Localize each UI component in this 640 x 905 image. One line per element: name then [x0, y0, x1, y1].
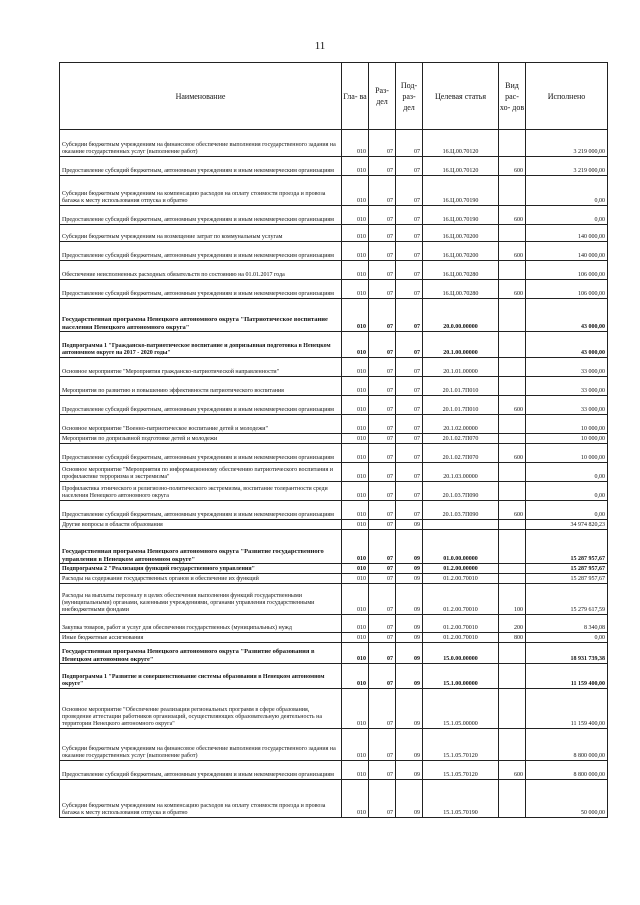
row-name: Субсидии бюджетным учреждениям на компенсацию расходов на оплату стоимости проезда и провоза багажа к месту использования отпуска и обратно: [60, 176, 342, 206]
table-row: [60, 280, 608, 299]
row-chapter: 010: [342, 242, 369, 261]
row-chapter: 010: [342, 501, 369, 520]
row-executed: 0,00: [526, 482, 608, 501]
row-target-article: 16.Ц.00.70200: [423, 242, 499, 261]
row-expense-type: 600: [499, 242, 526, 261]
row-expense-type: [499, 520, 526, 530]
row-chapter: 010: [342, 615, 369, 633]
row-expense-type: [499, 729, 526, 761]
row-target-article: 15.0.00.00000: [423, 643, 499, 664]
row-target-article: 20.1.03.00000: [423, 463, 499, 482]
header-subsection: Под- раз- дел: [396, 63, 423, 130]
row-executed: 3 219 000,00: [526, 130, 608, 157]
row-executed: 11 159 400,00: [526, 689, 608, 729]
row-name: Мероприятия по развитию и повышению эффективности патриотического воспитания: [60, 377, 342, 396]
row-subsection: 07: [396, 280, 423, 299]
row-executed: 10 000,00: [526, 434, 608, 444]
row-subsection: 07: [396, 299, 423, 332]
row-section: 07: [369, 299, 396, 332]
row-section: 07: [369, 242, 396, 261]
row-name: Предоставление субсидий бюджетным, автономным учреждениям и иным некоммерческим организациям: [60, 501, 342, 520]
row-section: 07: [369, 463, 396, 482]
row-subsection: 09: [396, 615, 423, 633]
row-target-article: 20.1.02.00000: [423, 415, 499, 434]
row-executed: 33 000,00: [526, 358, 608, 377]
row-expense-type: [499, 482, 526, 501]
row-subsection: 09: [396, 520, 423, 530]
row-expense-type: [499, 643, 526, 664]
row-section: 07: [369, 615, 396, 633]
row-subsection: 09: [396, 530, 423, 564]
row-section: 07: [369, 643, 396, 664]
row-target-article: 20.1.02.7П070: [423, 434, 499, 444]
row-section: 07: [369, 206, 396, 225]
row-chapter: 010: [342, 332, 369, 358]
row-chapter: 010: [342, 130, 369, 157]
row-subsection: 09: [396, 574, 423, 584]
row-name: Другие вопросы в области образования: [60, 520, 342, 530]
row-name: Расходы на выплаты персоналу в целях обеспечения выполнения функций государственными (муниципальными) органами, казенными учреждениями, органами управления государственными внебюджетными фондами: [60, 584, 342, 615]
row-expense-type: [499, 332, 526, 358]
row-target-article: [423, 520, 499, 530]
row-expense-type: 600: [499, 396, 526, 415]
row-subsection: 09: [396, 633, 423, 643]
table-row: [60, 242, 608, 261]
row-expense-type: [499, 261, 526, 280]
row-expense-type: [499, 130, 526, 157]
row-name: Субсидии бюджетным учреждениям на компенсацию расходов на оплату стоимости проезда и провоза багажа к месту использования отпуска и обратно: [60, 780, 342, 818]
row-expense-type: [499, 564, 526, 574]
row-executed: 0,00: [526, 501, 608, 520]
row-name: Подпрограмма 1 "Развитие и совершенствование системы образования в Ненецком автономном округе": [60, 664, 342, 689]
row-executed: 33 000,00: [526, 377, 608, 396]
row-executed: 140 000,00: [526, 242, 608, 261]
row-subsection: 07: [396, 463, 423, 482]
row-target-article: 01.2.00.70010: [423, 584, 499, 615]
budget-table: [59, 62, 608, 818]
table-row: [60, 633, 608, 643]
row-name: Расходы на содержание государственных органов и обеспечение их функций: [60, 574, 342, 584]
row-expense-type: 600: [499, 444, 526, 463]
row-executed: 106 000,00: [526, 261, 608, 280]
row-subsection: 09: [396, 689, 423, 729]
row-executed: 8 800 000,00: [526, 761, 608, 780]
row-section: 07: [369, 530, 396, 564]
table-row: [60, 463, 608, 482]
row-subsection: 07: [396, 157, 423, 176]
page-number: 11: [314, 40, 326, 52]
row-section: 07: [369, 574, 396, 584]
row-target-article: 20.1.00.00000: [423, 332, 499, 358]
row-subsection: 07: [396, 225, 423, 242]
row-section: 07: [369, 444, 396, 463]
row-name: Закупка товаров, работ и услуг для обеспечения государственных (муниципальных) нужд: [60, 615, 342, 633]
row-executed: 18 931 739,38: [526, 643, 608, 664]
row-name: Основное мероприятие "Мероприятия гражданско-патриотической направленности": [60, 358, 342, 377]
row-target-article: 15.1.00.00000: [423, 664, 499, 689]
row-executed: 43 000,00: [526, 299, 608, 332]
row-chapter: 010: [342, 377, 369, 396]
row-subsection: 09: [396, 564, 423, 574]
row-expense-type: 600: [499, 157, 526, 176]
row-expense-type: [499, 434, 526, 444]
row-executed: 0,00: [526, 176, 608, 206]
row-subsection: 07: [396, 501, 423, 520]
table-row: [60, 761, 608, 780]
row-chapter: 010: [342, 434, 369, 444]
row-expense-type: 100: [499, 584, 526, 615]
row-target-article: 16.Ц.00.70120: [423, 157, 499, 176]
row-section: 07: [369, 761, 396, 780]
row-executed: 15 287 957,67: [526, 564, 608, 574]
row-chapter: 010: [342, 520, 369, 530]
row-subsection: 09: [396, 729, 423, 761]
table-row: [60, 434, 608, 444]
row-expense-type: 600: [499, 761, 526, 780]
row-executed: 10 000,00: [526, 444, 608, 463]
row-chapter: 010: [342, 396, 369, 415]
table-row: [60, 261, 608, 280]
row-section: 07: [369, 280, 396, 299]
row-name: Предоставление субсидий бюджетным, автономным учреждениям и иным некоммерческим организациям: [60, 242, 342, 261]
row-executed: 10 000,00: [526, 415, 608, 434]
row-subsection: 07: [396, 358, 423, 377]
row-subsection: 07: [396, 482, 423, 501]
table-row: [60, 780, 608, 818]
row-section: 07: [369, 664, 396, 689]
row-executed: 140 000,00: [526, 225, 608, 242]
row-chapter: 010: [342, 564, 369, 574]
row-section: 07: [369, 501, 396, 520]
row-subsection: 09: [396, 643, 423, 664]
table-row: [60, 332, 608, 358]
table-row: [60, 520, 608, 530]
row-target-article: 15.1.05.70120: [423, 729, 499, 761]
row-executed: 0,00: [526, 206, 608, 225]
header-name: Наименование: [60, 63, 342, 130]
row-subsection: 09: [396, 780, 423, 818]
row-expense-type: [499, 176, 526, 206]
row-name: Предоставление субсидий бюджетным, автономным учреждениям и иным некоммерческим организациям: [60, 206, 342, 225]
row-section: 07: [369, 520, 396, 530]
row-expense-type: [499, 664, 526, 689]
table-row: [60, 377, 608, 396]
table-row: [60, 501, 608, 520]
row-subsection: 07: [396, 206, 423, 225]
row-target-article: 16.Ц.00.70190: [423, 176, 499, 206]
table-row: [60, 664, 608, 689]
row-name: Предоставление субсидий бюджетным, автономным учреждениям и иным некоммерческим организациям: [60, 444, 342, 463]
row-section: 07: [369, 358, 396, 377]
row-name: Предоставление субсидий бюджетным, автономным учреждениям и иным некоммерческим организациям: [60, 157, 342, 176]
header-expense-type: Вид рас- хо- дов: [499, 63, 526, 130]
row-expense-type: [499, 377, 526, 396]
row-target-article: 16.Ц.00.70190: [423, 206, 499, 225]
row-section: 07: [369, 729, 396, 761]
row-section: 07: [369, 482, 396, 501]
row-section: 07: [369, 332, 396, 358]
row-target-article: 16.Ц.00.70280: [423, 280, 499, 299]
row-executed: 0,00: [526, 633, 608, 643]
row-chapter: 010: [342, 761, 369, 780]
table-row: [60, 396, 608, 415]
row-subsection: 07: [396, 396, 423, 415]
row-section: 07: [369, 261, 396, 280]
row-name: Субсидии бюджетным учреждениям на финансовое обеспечение выполнения государственного задания на оказание государственных услуг (выполнение работ): [60, 130, 342, 157]
table-row: [60, 584, 608, 615]
row-chapter: 010: [342, 157, 369, 176]
table-row: [60, 130, 608, 157]
row-chapter: 010: [342, 463, 369, 482]
header-chapter: Гла- ва: [342, 63, 369, 130]
row-subsection: 07: [396, 377, 423, 396]
row-subsection: 07: [396, 261, 423, 280]
row-section: 07: [369, 176, 396, 206]
table-row: [60, 729, 608, 761]
row-target-article: 15.1.05.00000: [423, 689, 499, 729]
row-chapter: 010: [342, 225, 369, 242]
row-target-article: 01.2.00.70010: [423, 633, 499, 643]
row-subsection: 09: [396, 664, 423, 689]
table-row: [60, 564, 608, 574]
row-chapter: 010: [342, 358, 369, 377]
row-name: Субсидии бюджетным учреждениям на финансовое обеспечение выполнения государственного задания на оказание государственных услуг (выполнение работ): [60, 729, 342, 761]
row-name: Предоставление субсидий бюджетным, автономным учреждениям и иным некоммерческим организациям: [60, 761, 342, 780]
row-expense-type: [499, 225, 526, 242]
table-row: [60, 530, 608, 564]
row-name: Обеспечение неисполненных расходных обязательств по состоянию на 01.01.2017 года: [60, 261, 342, 280]
row-expense-type: 800: [499, 633, 526, 643]
row-executed: 43 000,00: [526, 332, 608, 358]
row-name: Иные бюджетные ассигнования: [60, 633, 342, 643]
table-row: [60, 206, 608, 225]
row-name: Основное мероприятие "Мероприятия по информационному обеспечению патриотического воспитания и профилактике терроризма и экстремизма": [60, 463, 342, 482]
row-chapter: 010: [342, 176, 369, 206]
row-chapter: 010: [342, 280, 369, 299]
row-subsection: 07: [396, 444, 423, 463]
table-row: [60, 157, 608, 176]
row-section: 07: [369, 434, 396, 444]
row-chapter: 010: [342, 643, 369, 664]
header-target-article: Целевая статья: [423, 63, 499, 130]
row-name: Подпрограмма 1 "Гражданско-патриотическое воспитание и допризывная подготовка в Ненецком автономном округе на 2017 - 2020 годы": [60, 332, 342, 358]
row-name: Государственная программа Ненецкого автономного округа "Патриотическое воспитание населения Ненецкого автономного округа": [60, 299, 342, 332]
row-executed: 0,00: [526, 463, 608, 482]
row-executed: 15 287 957,67: [526, 530, 608, 564]
row-executed: 33 000,00: [526, 396, 608, 415]
row-section: 07: [369, 130, 396, 157]
table-row: [60, 444, 608, 463]
table-row: [60, 415, 608, 434]
row-expense-type: [499, 530, 526, 564]
table-row: [60, 643, 608, 664]
row-name: Государственная программа Ненецкого автономного округа "Развитие государственного управления в Ненецком автономном округе": [60, 530, 342, 564]
table-body: [60, 130, 608, 818]
row-chapter: 010: [342, 261, 369, 280]
table-row: [60, 615, 608, 633]
row-expense-type: [499, 780, 526, 818]
row-subsection: 09: [396, 761, 423, 780]
table-row: [60, 176, 608, 206]
row-subsection: 07: [396, 415, 423, 434]
row-name: Подпрограмма 2 "Реализация функций государственного управления": [60, 564, 342, 574]
table-row: [60, 574, 608, 584]
row-expense-type: [499, 463, 526, 482]
row-subsection: 07: [396, 176, 423, 206]
row-section: 07: [369, 633, 396, 643]
row-chapter: 010: [342, 530, 369, 564]
table-row: [60, 299, 608, 332]
row-expense-type: [499, 415, 526, 434]
row-chapter: 010: [342, 444, 369, 463]
row-executed: 3 219 000,00: [526, 157, 608, 176]
table-row: [60, 225, 608, 242]
row-target-article: 20.1.02.7П070: [423, 444, 499, 463]
row-chapter: 010: [342, 633, 369, 643]
row-expense-type: [499, 299, 526, 332]
row-section: 07: [369, 157, 396, 176]
row-expense-type: [499, 689, 526, 729]
row-target-article: 15.1.05.70120: [423, 761, 499, 780]
row-chapter: 010: [342, 574, 369, 584]
row-chapter: 010: [342, 415, 369, 434]
row-expense-type: 600: [499, 501, 526, 520]
row-chapter: 010: [342, 299, 369, 332]
table-row: [60, 689, 608, 729]
row-target-article: 01.2.00.70010: [423, 615, 499, 633]
table-row: [60, 358, 608, 377]
row-name: Основное мероприятие "Военно-патриотическое воспитание детей и молодежи": [60, 415, 342, 434]
row-section: 07: [369, 396, 396, 415]
row-section: 07: [369, 564, 396, 574]
row-subsection: 07: [396, 242, 423, 261]
row-section: 07: [369, 584, 396, 615]
row-subsection: 07: [396, 434, 423, 444]
row-chapter: 010: [342, 729, 369, 761]
row-expense-type: 200: [499, 615, 526, 633]
row-chapter: 010: [342, 664, 369, 689]
row-expense-type: [499, 574, 526, 584]
row-target-article: 15.1.05.70190: [423, 780, 499, 818]
row-target-article: 16.Ц.00.70280: [423, 261, 499, 280]
row-subsection: 07: [396, 332, 423, 358]
row-executed: 106 000,00: [526, 280, 608, 299]
row-target-article: 20.1.01.7П010: [423, 377, 499, 396]
table-row: [60, 482, 608, 501]
row-expense-type: 600: [499, 280, 526, 299]
row-name: Предоставление субсидий бюджетным, автономным учреждениям и иным некоммерческим организациям: [60, 280, 342, 299]
row-executed: 8 800 000,00: [526, 729, 608, 761]
row-executed: 50 000,00: [526, 780, 608, 818]
row-section: 07: [369, 377, 396, 396]
row-executed: 15 279 617,59: [526, 584, 608, 615]
row-target-article: 20.1.01.00000: [423, 358, 499, 377]
row-target-article: 20.1.01.7П010: [423, 396, 499, 415]
row-target-article: 20.1.03.7П090: [423, 501, 499, 520]
row-name: Субсидии бюджетным учреждениям на возмещение затрат по коммунальным услугам: [60, 225, 342, 242]
row-section: 07: [369, 415, 396, 434]
row-name: Основное мероприятие "Обеспечение реализации региональных программ в сфере образования, проведение аттестации работников организаций, осуществляющих образовательную деятельность на территории Ненецкого автономного округа": [60, 689, 342, 729]
row-section: 07: [369, 225, 396, 242]
row-chapter: 010: [342, 689, 369, 729]
row-section: 07: [369, 780, 396, 818]
row-target-article: 16.Ц.00.70120: [423, 130, 499, 157]
row-executed: 8 340,08: [526, 615, 608, 633]
row-expense-type: [499, 358, 526, 377]
row-target-article: 01.2.00.00000: [423, 564, 499, 574]
row-chapter: 010: [342, 206, 369, 225]
row-name: Государственная программа Ненецкого автономного округа "Развитие образования в Ненецком автономном округе": [60, 643, 342, 664]
row-subsection: 09: [396, 584, 423, 615]
row-chapter: 010: [342, 584, 369, 615]
header-executed: Исполнено: [526, 63, 608, 130]
row-executed: 15 287 957,67: [526, 574, 608, 584]
row-executed: 34 974 820,23: [526, 520, 608, 530]
row-name: Профилактика этнического и религиозно-политического экстремизма, воспитание толерантности среди населения Ненецкого автономного округа: [60, 482, 342, 501]
row-subsection: 07: [396, 130, 423, 157]
row-target-article: 01.2.00.70010: [423, 574, 499, 584]
row-name: Предоставление субсидий бюджетным, автономным учреждениям и иным некоммерческим организациям: [60, 396, 342, 415]
row-expense-type: 600: [499, 206, 526, 225]
row-target-article: 20.0.00.00000: [423, 299, 499, 332]
header-section: Раз- дел: [369, 63, 396, 130]
row-section: 07: [369, 689, 396, 729]
row-target-article: 16.Ц.00.70200: [423, 225, 499, 242]
row-target-article: 01.0.00.00000: [423, 530, 499, 564]
row-executed: 11 159 400,00: [526, 664, 608, 689]
row-name: Мероприятия по допризывной подготовке детей и молодежи: [60, 434, 342, 444]
table-header-row: [60, 63, 608, 130]
row-chapter: 010: [342, 482, 369, 501]
row-chapter: 010: [342, 780, 369, 818]
row-target-article: 20.1.03.7П090: [423, 482, 499, 501]
